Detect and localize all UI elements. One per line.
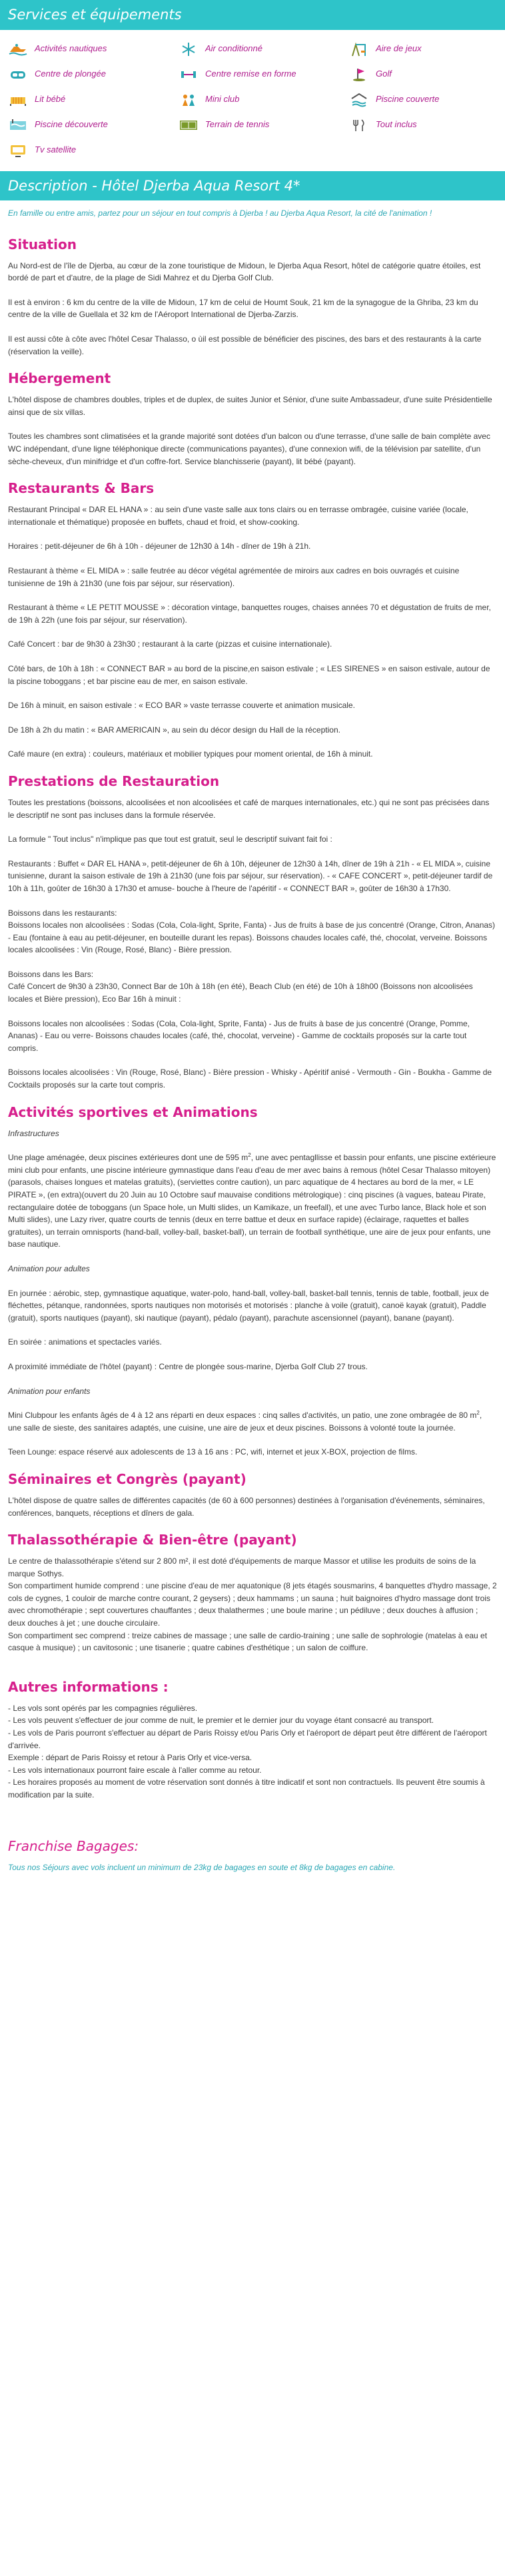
service-tout-inclus bbox=[349, 117, 505, 134]
playground-icon bbox=[349, 41, 369, 57]
diving-mask-icon bbox=[8, 67, 28, 83]
activites-p4: A proximité immédiate de l'hôtel (payant) : Centre de plongée sous-marine, Djerba Golf Club 27 trous. bbox=[8, 1361, 368, 1371]
service-label: Terrain de tennis bbox=[205, 119, 270, 130]
restaurant-line: Café maure (en extra) : couleurs, matériaux et mobilier typiques pour moment oriental, de 16h à minuit. bbox=[8, 749, 373, 759]
restaurant-line: Horaires : petit-déjeuner de 6h à 10h - déjeuner de 12h30 à 14h - dîner de 19h à 21h. bbox=[8, 541, 311, 551]
service-label: Lit bébé bbox=[35, 94, 66, 105]
service-label: Centre remise en forme bbox=[205, 69, 296, 79]
prestations-p1: Toutes les prestations (boissons, alcoolisées et non alcoolisées et café de marques internationales, etc.) qui ne sont pas précisées dans le descriptif ne sont pas incluses dans la formule réservée. bbox=[8, 797, 490, 820]
description-title: Description - Hôtel Djerba Aqua Resort 4* bbox=[8, 177, 300, 194]
activites-p5-b: , une salle de sieste, des sanitaires adaptés, une cuisine, une aire de jeux et deux piscines. Boissons à volonté toute la journée. bbox=[8, 1411, 482, 1433]
jet-ski-icon bbox=[8, 41, 28, 57]
restaurant-line: De 16h à minuit, en saison estivale : « ECO BAR » vaste terrasse couverte et animation musicale. bbox=[8, 701, 355, 711]
service-label: Air conditionné bbox=[205, 43, 262, 54]
service-centre-plongee bbox=[8, 66, 179, 83]
crib-icon bbox=[8, 92, 28, 108]
animation-enfants-heading: Animation pour enfants bbox=[8, 1386, 91, 1396]
seminaires-heading: Séminaires et Congrès (payant) bbox=[8, 1470, 247, 1487]
animation-adultes-heading: Animation pour adultes bbox=[8, 1263, 90, 1273]
service-lit-bebe bbox=[8, 91, 179, 109]
activites-p1-sup: 2 bbox=[248, 1152, 251, 1159]
service-activites-nautiques bbox=[8, 41, 179, 58]
service-golf bbox=[349, 66, 505, 83]
mini-club-icon bbox=[179, 92, 199, 108]
service-remise-en-forme bbox=[179, 66, 349, 83]
restaurant-line: Restaurant à thème « EL MIDA » : salle feutrée au décor végétal agrémentée de miroirs aux cadres en bois ouvragés et cuisine tunisienne de 19h à 21h30 (une fois par séjour, sur réservation). bbox=[8, 566, 460, 588]
prestations-heading: Prestations de Restauration bbox=[8, 773, 220, 789]
restaurants-heading: Restaurants & Bars bbox=[8, 480, 155, 497]
service-label: Piscine couverte bbox=[376, 94, 440, 105]
service-aire-de-jeux bbox=[349, 41, 505, 58]
thalasso-heading: Thalassothérapie & Bien-être (payant) bbox=[8, 1532, 297, 1548]
franchise-heading: Franchise Bagages: bbox=[8, 1837, 139, 1854]
prestations-p5: Boissons locales alcoolisées : Vin (Rouge, Rosé, Blanc) - Bière pression - Whisky - Apéritif anisé - Vermouth - Gin - Boukha - Gamme de Cocktails proposés sur la carte tout compris. bbox=[8, 1068, 492, 1090]
service-label: Centre de plongée bbox=[35, 69, 106, 79]
prestations-p4: Boissons locales non alcoolisées : Sodas (Cola, Cola-light, Sprite, Fanta) - Jus de fruits à base de jus concentré (Orange, Pomme, Ananas) - Eau ou verre- Boissons chaudes locales (café, thé, chocolat, verveine) - Gamme de cocktails proposés sur la carte tout compris. bbox=[8, 1018, 470, 1053]
description-banner bbox=[0, 171, 505, 201]
service-label: Tv satellite bbox=[35, 145, 77, 155]
indoor-pool-icon bbox=[349, 92, 369, 108]
service-label: Aire de jeux bbox=[376, 43, 422, 54]
restaurant-line: Côté bars, de 10h à 18h : « CONNECT BAR » au bord de la piscine,en saison estivale ; « LES SIRENES » en saison estivale, autour de la piscine toboggans ; et bar piscine eau de mer, en saison estivale. bbox=[8, 663, 490, 686]
service-label: Activités nautiques bbox=[35, 43, 107, 54]
situation-heading: Situation bbox=[8, 236, 77, 252]
autres-line: - Les horaires proposés au moment de votre réservation sont donnés à titre indicatif et sont non contractuels. Ils peuvent être soumis à modification par la suite. bbox=[8, 1777, 485, 1799]
service-mini-club bbox=[179, 91, 349, 109]
intro-text: En famille ou entre amis, partez pour un séjour en tout compris à Djerba ! au Djerba Aqua Resort, la cité de l'animation ! bbox=[8, 208, 432, 218]
prestations-p2: La formule " Tout inclus" n'implique pas que tout est gratuit, seul le descriptif suivant fait foi : bbox=[8, 834, 332, 844]
activites-p5-sup: 2 bbox=[476, 1410, 480, 1417]
service-label: Golf bbox=[376, 69, 392, 79]
autres-line: Exemple : départ de Paris Roissy et retour à Paris Orly et vice-versa. bbox=[8, 1753, 252, 1763]
prestations-p3: Restaurants : Buffet « DAR EL HANA », petit-déjeuner de 6h à 10h, déjeuner de 12h30 à 14h, dîner de 19h à 21h - « EL MIDA », cuisine tunisienne, durant la saison estivale de 19h à 21h30 (une fois par séjour, sur réservation). - « CAFE CONCERT », petit-déjeuner tardif de 10h à 11h, goûter de 16h30 à 17h30 et amuse- bouche à l'heure de l'apéritif - « CONNECT BAR », goûter de 16h30 à 17h30. bbox=[8, 858, 493, 893]
restaurant-line: De 18h à 2h du matin : « BAR AMERICAIN », au sein du décor design du Hall de la réception. bbox=[8, 725, 340, 735]
tv-icon bbox=[8, 143, 28, 159]
outdoor-pool-icon bbox=[8, 117, 28, 133]
service-label: Tout inclus bbox=[376, 119, 417, 130]
services-grid bbox=[0, 37, 505, 171]
prestations-line: Boissons dans les restaurants: bbox=[8, 908, 117, 918]
autres-line: - Les vols peuvent s'effectuer de jour comme de nuit, le premier et le dernier jour du voyage étant consacré au transport. bbox=[8, 1716, 434, 1726]
golf-icon bbox=[349, 67, 369, 83]
thalasso-p2: Son compartiment humide comprend : une piscine d'eau de mer aquatonique (8 jets étagés sousmarins, 4 banquettes d'hydro massage, 2 cols de cygnes, 1 couloir de marche contre courant, 2 geysers) ; deux hammams ; un sauna ; huit baignoires d'hydro massage dont trois avec chromothérapie ; sept couvertures chauffantes ; deux thalathermes ; une boule marine ; un pédiluve ; deux douches à affusion ; deux douches à jet ; une douche circulaire. bbox=[8, 1581, 497, 1628]
restaurant-line: Restaurant Principal « DAR EL HANA » : au sein d'une vaste salle aux tons clairs ou en terrasse ombragée, cuisine variée (locale, internationale et thématique) proposée en buffets, chaud et froid, et show-cooking. bbox=[8, 505, 468, 527]
situation-p3: Il est aussi côte à côte avec l'hôtel Cesar Thalasso, o ùil est possible de bénéficier des piscines, des bars et des restaurants à la carte (réservation la veille). bbox=[8, 334, 482, 356]
restaurant-line: Café Concert : bar de 9h30 à 23h30 ; restaurant à la carte (pizzas et cuisine internationale). bbox=[8, 639, 332, 649]
autres-line: - Les vols internationaux pourront faire escale à l'aller comme au retour. bbox=[8, 1765, 262, 1775]
autres-line: - Les vols de Paris pourront s'effectuer au départ de Paris Roissy et/ou Paris Orly et l'aéroport de départ peut être différent de l'aéroport d'arrivée. bbox=[8, 1728, 487, 1750]
activites-p1 bbox=[8, 1151, 497, 1251]
situation-p1: Au Nord-est de l'île de Djerba, au cœur de la zone touristique de Midoun, le Djerba Aqua Resort, hôtel de catégorie quatre étoiles, est bordé de part et d'autre, de la plage de Sidi Mahrez et du Djerba Golf Club. bbox=[8, 260, 481, 283]
service-tennis bbox=[179, 117, 349, 134]
autres-line: - Les vols sont opérés par les compagnies régulières. bbox=[8, 1703, 198, 1713]
autres-block bbox=[8, 1702, 497, 1801]
restaurant-line: Restaurant à thème « LE PETIT MOUSSE » : décoration vintage, banquettes rouges, chaises années 70 et dégustation de fruits de mer, de 19h à 22h (une fois par séjour, sur réservation). bbox=[8, 603, 491, 625]
service-piscine-decouverte bbox=[8, 117, 179, 134]
service-air-conditionne bbox=[179, 41, 349, 58]
prestations-line: Boissons locales non alcoolisées : Sodas (Cola, Cola-light, Sprite, Fanta) - Jus de fruits à base de jus concentré (Orange, Citron, Ananas) - Eau (fontaine à eau au petit-déjeuner, en bouteille durant les repas). Boissons chaudes locales café, thé, chocolat, verveine. Boissons locales alcoolisées : Vin (Rouge, Rosé, Blanc) - Bière pression. bbox=[8, 920, 496, 955]
services-title: Services et équipements bbox=[8, 7, 182, 23]
prestations-line: Boissons dans les Bars: bbox=[8, 969, 94, 979]
franchise-p1: Tous nos Séjours avec vols incluent un minimum de 23kg de bagages en soute et 8kg de bagages en cabine. bbox=[8, 1862, 396, 1872]
all-inclusive-icon bbox=[349, 117, 369, 133]
activites-p2: En journée : aérobic, step, gymnastique aquatique, water-polo, hand-ball, volley-ball, basket-ball tennis, tennis de table, football, jeux de fléchettes, pétanque, randonnées, sports nautiques non motorisés et motorisés : planche à voile (gratuit), canoë kayak (gratuit), Paddle (gratuit), sports nautiques (payant), ski nautique (payant), pédalo (payant), parachute ascensionnel (payant), banane (payant). bbox=[8, 1288, 489, 1323]
service-tv-satellite bbox=[8, 142, 179, 159]
activites-heading: Activités sportives et Animations bbox=[8, 1104, 258, 1120]
hebergement-p2: Toutes les chambres sont climatisées et la grande majorité sont dotées d'un balcon ou d'une terrasse, d'une salle de bain complète avec WC indépendant, d'une ligne téléphonique directe (communications payantes), d'une connexion wifi, de la télévision par satellite, d'un sèche-cheveux, d'un minifridge et d'un coffre-fort. Service blanchisserie (payant), lit bébé (payant). bbox=[8, 432, 490, 466]
service-label: Mini club bbox=[205, 94, 240, 105]
service-label: Piscine découverte bbox=[35, 119, 108, 130]
fitness-icon bbox=[179, 67, 199, 83]
activites-p1-a: Une plage aménagée, deux piscines extérieures dont une de 595 m bbox=[8, 1153, 249, 1163]
activites-p3: En soirée : animations et spectacles variés. bbox=[8, 1337, 162, 1347]
thalasso-block bbox=[8, 1555, 497, 1654]
activites-p6: Teen Lounge: espace réservé aux adolescents de 13 à 16 ans : PC, wifi, internet et jeux X-BOX, projection de films. bbox=[8, 1447, 418, 1457]
prestations-block1 bbox=[8, 907, 497, 956]
thalasso-p3: Son compartiment sec comprend : treize cabines de massage ; une salle de cardio-training ; une salle de sophrologie (matelas à eau et casque à musique) ; un cavitosonic ; une tisanerie ; quatre cabines d'esthétique ; un salon de coiffure. bbox=[8, 1630, 488, 1653]
activites-subheading: Infrastructures bbox=[8, 1128, 59, 1138]
services-banner bbox=[0, 0, 505, 30]
service-piscine-couverte bbox=[349, 91, 505, 109]
seminaires-p1: L'hôtel dispose de quatre salles de différentes capacités (de 60 à 600 personnes) destinées à l'organisation d'événements, séminaires, conférences, banquets, réceptions et dîners de gala. bbox=[8, 1495, 485, 1518]
hebergement-p1: L'hôtel dispose de chambres doubles, triples et de duplex, de suites Junior et Sénior, d'une suite Ambassadeur, d'une suite Présidentielle ainsi que de six villas. bbox=[8, 395, 492, 417]
activites-p5-a: Mini Clubpour les enfants âgés de 4 à 12 ans réparti en deux espaces : cinq salles d'activités, un patio, une zone ombragée de 80 m bbox=[8, 1411, 477, 1421]
tennis-icon bbox=[179, 117, 199, 133]
hebergement-heading: Hébergement bbox=[8, 370, 111, 387]
prestations-line: Café Concert de 9h30 à 23h30, Connect Bar de 10h à 18h (en été), Beach Club (en été) de 10h à 18h00 (Boissons non alcoolisées locales et Bière pression), Eco Bar 16h à minuit : bbox=[8, 982, 473, 1004]
situation-p2: Il est à environ : 6 km du centre de la ville de Midoun, 17 km de celui de Houmt Souk, 21 km de la synagogue de la Ghriba, 23 km du centre de la ville de Guellala et 32 km de l'Aéroport International de Djerba-Zarzis. bbox=[8, 297, 478, 320]
activites-p1-b: , une avec pentagllisse et bassin pour enfants, une piscine extérieure mini club pour enfants, une piscine intérieure gymnastique dans l'eau d'eau de mer avec bains à remous (hôtel Cesar Thalasso mitoyen) (parasols, chaises longues et matelas gratuits), (serviettes contre caution), un parc aquatique de 4 hectares au bord de la mer, « LE PIRATE », (en extra)(ouvert du 20 Juin au 10 Octobre sauf mauvaise conditions métrologique) : cinq piscines (à vagues, bateau Pirate, rectangulaire dotée de toboggans (un Space hole, un Multi slides, un Kamikaze, un freefall), et une avec Turbo lance, Black hole et son Multi slides), une Lazy river, quatre courts de tennis (deux en terre battue et deux en surface rapide) (éclairage, raquettes et balles gratuites), un terrain omnisports (hand-ball, volley-ball, basket-ball), un terrain de football synthétique, une aire de jeux pour enfants, une base nautique. bbox=[8, 1153, 496, 1249]
thalasso-p1: Le centre de thalassothérapie s'étend sur 2 800 m², il est doté d'équipements de marque Massor et utilise les produits de soins de la marque Sothys. bbox=[8, 1556, 476, 1578]
autres-heading: Autres informations : bbox=[8, 1678, 169, 1695]
snowflake-icon bbox=[179, 41, 199, 57]
prestations-block2 bbox=[8, 968, 497, 1006]
activites-p5 bbox=[8, 1409, 497, 1434]
description-body bbox=[0, 207, 505, 1873]
